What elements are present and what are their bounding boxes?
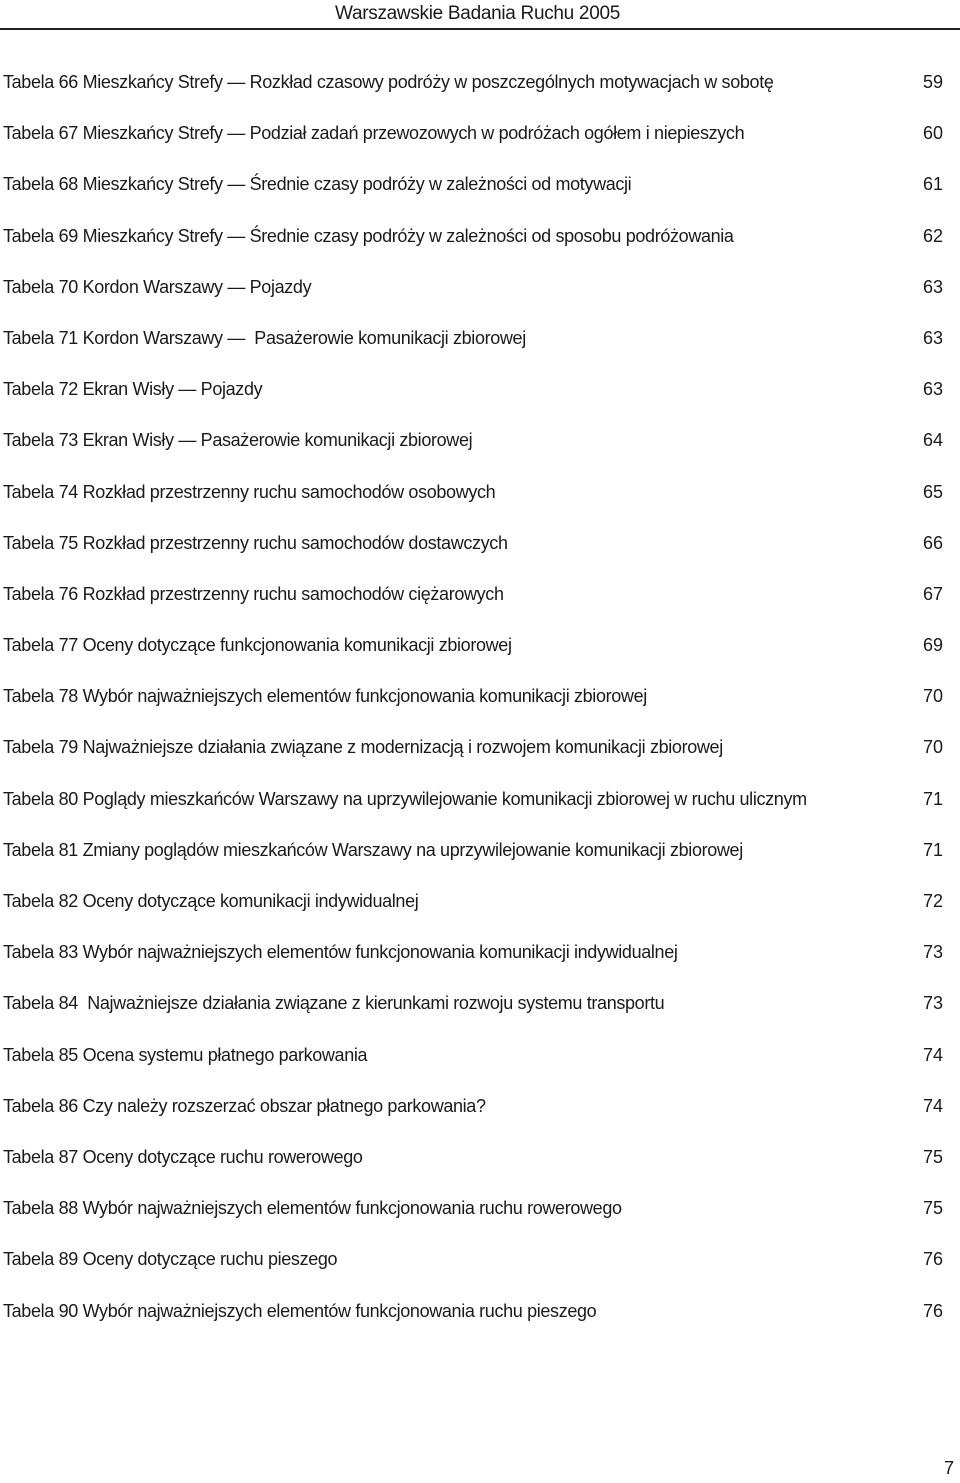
toc-entry-page: 75 [922,1146,943,1167]
toc-row [0,108,960,159]
toc-row [0,1183,960,1234]
toc-entry-page: 76 [922,1249,943,1270]
toc-entry-page: 70 [922,686,943,707]
toc-row [0,313,960,364]
toc-row [0,1234,960,1285]
toc-entry-title: Tabela 70 Kordon Warszawy — Pojazdy [3,276,312,297]
table-of-contents [0,57,960,1337]
toc-entry-page: 73 [922,993,943,1014]
toc-entry-title: Tabela 88 Wybór najważniejszych elementów funkcjonowania ruchu rowerowego [3,1198,622,1219]
toc-entry-title: Tabela 89 Oceny dotyczące ruchu pieszego [3,1249,338,1270]
toc-row [0,57,960,108]
toc-entry-page: 70 [922,737,943,758]
page-number: 7 [943,1458,954,1478]
toc-entry-page: 63 [922,276,943,297]
toc-row [0,569,960,620]
running-header [0,0,960,30]
toc-entry-page: 69 [922,635,943,656]
toc-entry-title: Tabela 90 Wybór najważniejszych elementów funkcjonowania ruchu pieszego [3,1300,597,1321]
toc-entry-title: Tabela 80 Poglądy mieszkańców Warszawy na uprzywilejowanie komunikacji zbiorowej w ruchu ulicznym [3,788,807,809]
toc-entry-title: Tabela 86 Czy należy rozszerzać obszar płatnego parkowania? [3,1095,486,1116]
toc-entry-page: 71 [922,788,943,809]
toc-row [0,1286,960,1337]
toc-entry-title: Tabela 82 Oceny dotyczące komunikacji indywidualnej [3,891,419,911]
document-title: Warszawskie Badania Ruchu 2005 [335,3,620,24]
toc-entry-title: Tabela 68 Mieszkańcy Strefy — Średnie czasy podróży w zależności od motywacji [3,174,632,195]
toc-row [0,978,960,1029]
toc-row [0,876,960,927]
toc-row [0,518,960,569]
toc-row [0,262,960,313]
toc-entry-title: Tabela 74 Rozkład przestrzenny ruchu samochodów osobowych [3,481,496,502]
toc-row [0,415,960,466]
toc-entry-page: 74 [922,1095,943,1116]
toc-entry-page: 64 [922,430,943,451]
toc-entry-page: 60 [922,123,943,144]
toc-entry-title: Tabela 87 Oceny dotyczące ruchu rowerowego [3,1146,363,1167]
toc-row [0,467,960,518]
toc-entry-page: 72 [922,891,943,911]
toc-row [0,211,960,262]
header-rule [0,28,960,30]
toc-entry-title: Tabela 78 Wybór najważniejszych elementów funkcjonowania komunikacji zbiorowej [3,686,647,707]
toc-row [0,159,960,210]
toc-entry-page: 75 [922,1198,943,1219]
toc-entry-title: Tabela 76 Rozkład przestrzenny ruchu samochodów ciężarowych [3,583,504,604]
toc-entry-page: 63 [922,327,943,348]
toc-entry-title: Tabela 71 Kordon Warszawy — Pasażerowie komunikacji zbiorowej [3,327,526,348]
toc-entry-title: Tabela 69 Mieszkańcy Strefy — Średnie czasy podróży w zależności od sposobu podróżowania [3,225,734,246]
toc-row [0,825,960,876]
toc-entry-title: Tabela 77 Oceny dotyczące funkcjonowania komunikacji zbiorowej [3,635,512,656]
toc-row [0,722,960,773]
toc-row [0,1030,960,1081]
toc-row [0,927,960,978]
toc-entry-page: 59 [922,72,943,92]
toc-entry-title: Tabela 72 Ekran Wisły — Pojazdy [3,379,263,400]
toc-entry-title: Tabela 75 Rozkład przestrzenny ruchu samochodów dostawczych [3,532,508,553]
toc-entry-title: Tabela 67 Mieszkańcy Strefy — Podział zadań przewozowych w podróżach ogółem i niepieszych [3,123,745,144]
toc-row [0,1081,960,1132]
toc-entry-page: 65 [922,481,943,502]
toc-entry-page: 63 [922,379,943,400]
toc-row [0,620,960,671]
toc-entry-title: Tabela 81 Zmiany poglądów mieszkańców Warszawy na uprzywilejowanie komunikacji zbiorowej [3,839,743,860]
toc-entry-title: Tabela 84 Najważniejsze działania związane z kierunkami rozwoju systemu transportu [3,993,665,1014]
toc-entry-page: 67 [922,583,943,604]
toc-entry-page: 66 [922,532,943,553]
toc-entry-title: Tabela 83 Wybór najważniejszych elementów funkcjonowania komunikacji indywidualnej [3,942,678,963]
toc-entry-page: 76 [922,1300,943,1321]
toc-row [0,671,960,722]
toc-entry-page: 61 [922,174,943,195]
toc-entry-page: 71 [922,839,943,860]
toc-entry-title: Tabela 85 Ocena systemu płatnego parkowania [3,1044,368,1065]
toc-row [0,364,960,415]
toc-entry-page: 62 [922,225,943,246]
toc-entry-page: 73 [922,942,943,963]
toc-row [0,1132,960,1183]
toc-row [0,774,960,825]
toc-entry-page: 74 [922,1044,943,1065]
toc-entry-title: Tabela 66 Mieszkańcy Strefy — Rozkład czasowy podróży w poszczególnych motywacjach w sobotę [3,72,774,92]
toc-entry-title: Tabela 73 Ekran Wisły — Pasażerowie komunikacji zbiorowej [3,430,473,451]
toc-entry-title: Tabela 79 Najważniejsze działania związane z modernizacją i rozwojem komunikacji zbiorowej [3,737,723,758]
